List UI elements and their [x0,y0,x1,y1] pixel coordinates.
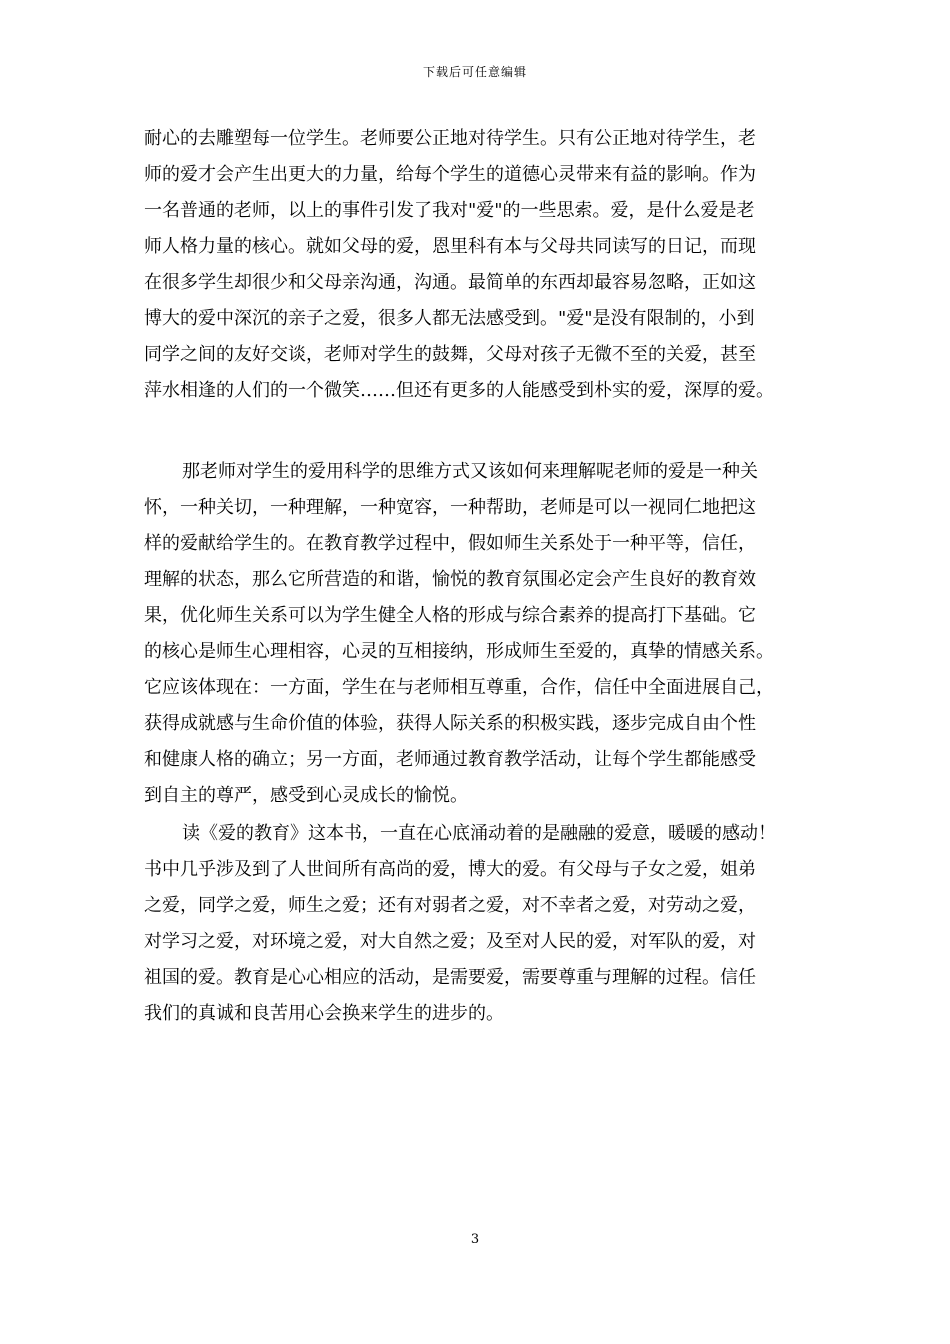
text-line: 耐心的去雕塑每一位学生。老师要公正地对待学生。只有公正地对待学生，老 [144,128,756,149]
text-line: 那老师对学生的爱用科学的思维方式又该如何来理解呢老师的爱是一种关 [182,461,758,482]
text-line: 它应该体现在：一方面，学生在与老师相互尊重，合作，信任中全面进展自己， [144,677,774,698]
text-line: 博大的爱中深沉的亲子之爱，很多人都无法感受到。"爱"是没有限制的，小到 [144,308,755,329]
text-line: 理解的状态，那么它所营造的和谐，愉悦的教育氛围必定会产生良好的教育效 [144,569,756,590]
text-line: 萍水相逢的人们的一个微笑……但还有更多的人能感受到朴实的爱，深厚的爱。 [144,380,774,401]
text-line: 一名普通的老师，以上的事件引发了我对"爱"的一些思索。爱，是什么爱是老 [144,200,755,221]
text-line: 我们的真诚和良苦用心会换来学生的进步的。 [144,1003,504,1024]
text-line: 的核心是师生心理相容，心灵的互相接纳，形成师生至爱的，真挚的情感关系。 [144,641,774,662]
text-line: 之爱，同学之爱，师生之爱；还有对弱者之爱，对不幸者之爱，对劳动之爱， [144,895,756,916]
page-header: 下载后可任意编辑 [422,65,527,79]
text-line: 获得成就感与生命价值的体验，获得人际关系的积极实践，逐步完成自由个性 [144,713,756,734]
text-line: 对学习之爱，对环境之爱，对大自然之爱；及至对人民的爱，对军队的爱，对 [144,931,756,952]
text-line: 读《爱的教育》这本书，一直在心底涌动着的是融融的爱意，暖暖的感动！ [182,823,776,844]
text-line: 怀，一种关切，一种理解，一种宽容，一种帮助，老师是可以一视同仁地把这 [144,497,756,518]
text-line: 祖国的爱。教育是心心相应的活动，是需要爱，需要尊重与理解的过程。信任 [144,967,756,988]
page-number: 3 [470,1232,480,1247]
text-line: 样的爱献给学生的。在教育教学过程中，假如师生关系处于一种平等，信任， [144,533,756,554]
text-line: 同学之间的友好交谈，老师对学生的鼓舞，父母对孩子无微不至的关爱，甚至 [144,344,756,365]
text-line: 和健康人格的确立；另一方面，老师通过教育教学活动，让每个学生都能感受 [144,749,756,770]
text-line: 果，优化师生关系可以为学生健全人格的形成与综合素养的提高打下基础。它 [144,605,756,626]
text-line: 师人格力量的核心。就如父母的爱，恩里科有本与父母共同读写的日记，而现 [144,236,756,257]
text-line: 到自主的尊严，感受到心灵成长的愉悦。 [144,785,468,806]
text-line: 师的爱才会产生出更大的力量，给每个学生的道德心灵带来有益的影响。作为 [144,164,756,185]
text-line: 在很多学生却很少和父母亲沟通，沟通。最简单的东西却最容易忽略，正如这 [144,272,756,293]
text-line: 书中几乎涉及到了人世间所有高尚的爱，博大的爱。有父母与子女之爱，姐弟 [144,859,756,880]
